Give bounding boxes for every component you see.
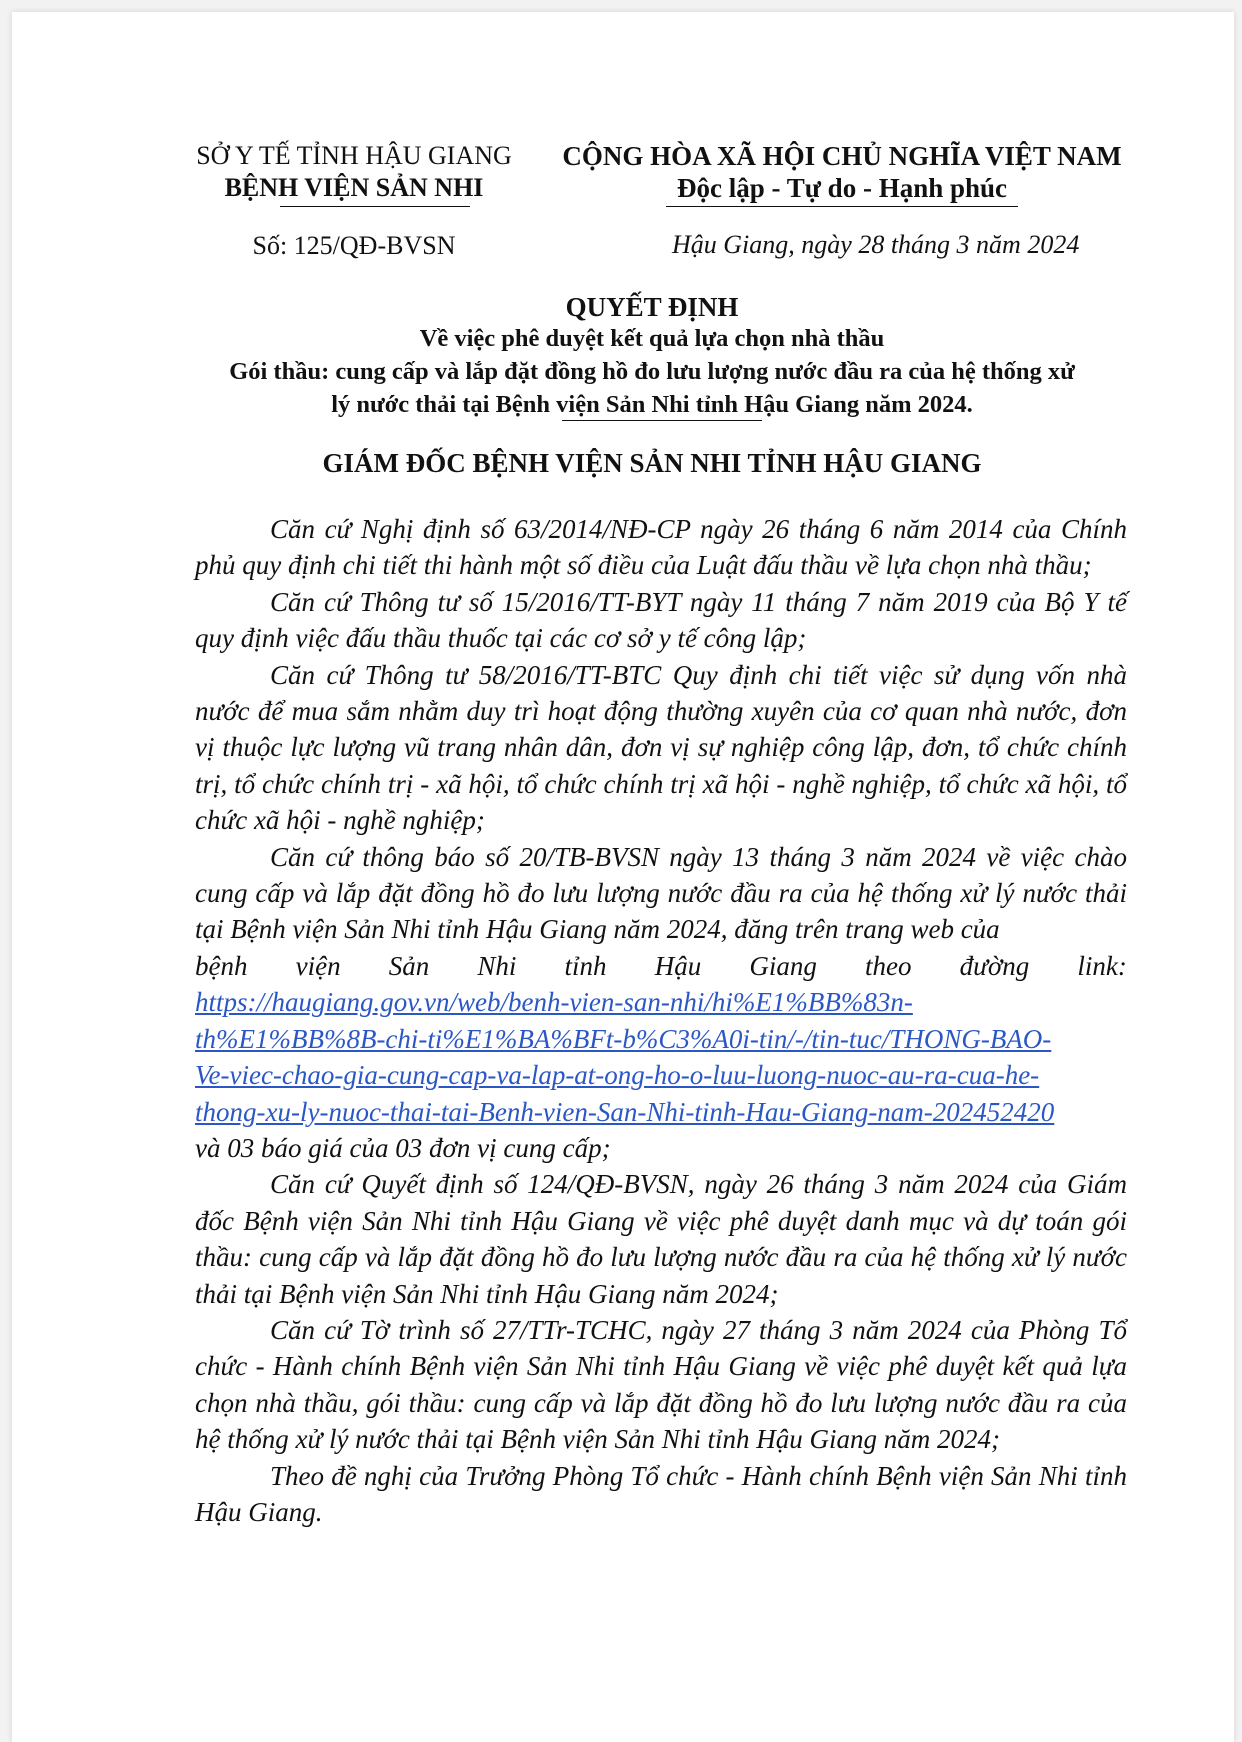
quotation-line: và 03 báo giá của 03 đơn vị cung cấp; (195, 1132, 611, 1163)
motto-underline (666, 206, 1018, 207)
agency-underline (280, 206, 470, 207)
basis-paragraph: Căn cứ Thông tư 58/2016/TT-BTC Quy định chi tiết việc sử dụng vốn nhà nước để mua sắm nhằm duy trì hoạt động thường xuyên của cơ quan nhà nước, đơn vị thuộc lực lượng vũ trang nhân dân, đơn vị sự nghiệp công lập, đơn, tổ chức chính trị, tổ chức chính trị - xã hội, tổ chức chính trị xã hội - nghề nghiệp, tổ chức xã hội, tổ chức xã hội - nghề nghiệp; (195, 659, 1127, 836)
word: viện (295, 950, 341, 981)
issuing-authority: GIÁM ĐỐC BỆNH VIỆN SẢN NHI TỈNH HẬU GIANG (322, 448, 982, 478)
announcement-link-line[interactable]: th%E1%BB%8B-chi-ti%E1%BA%BFt-b%C3%A0i-tin/-/tin-tuc/THONG-BAO- (195, 1023, 1052, 1054)
word: bệnh (195, 950, 248, 981)
announcement-link-line[interactable]: thong-xu-ly-nuoc-thai-tai-Benh-vien-San-Nhi-tinh-Hau-Giang-nam-202452420 (195, 1096, 1055, 1127)
proposal-paragraph: Theo đề nghị của Trưởng Phòng Tổ chức - Hành chính Bệnh viện Sản Nhi tỉnh Hậu Giang. (195, 1460, 1127, 1527)
place-date: Hậu Giang, ngày 28 tháng 3 năm 2024 (672, 230, 1080, 259)
word: tỉnh (564, 950, 607, 981)
decision-subject: Về việc phê duyệt kết quả lựa chọn nhà thầu (419, 325, 885, 352)
basis-paragraph: Căn cứ Thông tư số 15/2016/TT-BYT ngày 11 tháng 7 năm 2019 của Bộ Y tế quy định việc đấu thầu thuốc tại các cơ sở y tế công lập; (195, 586, 1127, 654)
document-page (12, 12, 1234, 1742)
nation-name: CỘNG HÒA XÃ HỘI CHỦ NGHĨA VIỆT NAM (562, 141, 1122, 171)
document-body (195, 511, 1127, 1530)
agency-name: BỆNH VIỆN SẢN NHI (224, 173, 484, 202)
package-line-1: Gói thầu: cung cấp và lắp đặt đồng hồ đo lưu lượng nước đầu ra của hệ thống xử (229, 358, 1075, 385)
word: Sản (388, 950, 430, 981)
announcement-link-line[interactable]: https://haugiang.gov.vn/web/benh-vien-san-nhi/hi%E1%BB%83n- (195, 987, 913, 1018)
agency-parent: SỞ Y TẾ TỈNH HẬU GIANG (196, 141, 512, 170)
nation-motto: Độc lập - Tự do - Hạnh phúc (676, 173, 1008, 203)
basis-paragraph: Căn cứ thông báo số 20/TB-BVSN ngày 13 tháng 3 năm 2024 về việc chào cung cấp và lắp đặt đồng hồ đo lưu lượng nước đầu ra của hệ thống xử lý nước thải tại Bệnh viện Sản Nhi tỉnh Hậu Giang năm 2024, đăng trên trang web của (195, 841, 1127, 945)
basis-paragraph: Căn cứ Quyết định số 124/QĐ-BVSN, ngày 26 tháng 3 năm 2024 của Giám đốc Bệnh viện Sản Nhi tỉnh Hậu Giang về việc phê duyệt danh mục và dự toán gói thầu: cung cấp và lắp đặt đồng hồ đo lưu lượng nước đầu ra của hệ thống xử lý nước thải tại Bệnh viện Sản Nhi tỉnh Hậu Giang năm 2024; (195, 1169, 1127, 1309)
title-underline (562, 420, 762, 421)
decision-title: QUYẾT ĐỊNH (565, 292, 739, 322)
package-line-2: lý nước thải tại Bệnh viện Sản Nhi tỉnh Hậu Giang năm 2024. (331, 391, 973, 418)
word: theo (864, 950, 912, 981)
document-number: Số: 125/QĐ-BVSN (252, 231, 456, 260)
basis-paragraph: Căn cứ Nghị định số 63/2014/NĐ-CP ngày 26 tháng 6 năm 2014 của Chính phủ quy định chi tiết thi hành một số điều của Luật đấu thầu về lựa chọn nhà thầu; (195, 514, 1127, 581)
word: Giang (749, 950, 817, 981)
announcement-link-line[interactable]: Ve-viec-chao-gia-cung-cap-va-lap-at-ong-ho-o-luu-luong-nuoc-au-ra-cua-he- (195, 1060, 1040, 1091)
justified-line (195, 948, 1127, 984)
word: đường (959, 950, 1030, 981)
word: link: (1077, 950, 1127, 981)
word: Hậu (654, 950, 702, 981)
basis-paragraph: Căn cứ Tờ trình số 27/TTr-TCHC, ngày 27 tháng 3 năm 2024 của Phòng Tổ chức - Hành chính Bệnh viện Sản Nhi tỉnh Hậu Giang về việc phê duyệt kết quả lựa chọn nhà thầu, gói thầu: cung cấp và lắp đặt đồng hồ đo lưu lượng nước đầu ra của hệ thống xử lý nước thải tại Bệnh viện Sản Nhi tỉnh Hậu Giang năm 2024; (195, 1314, 1127, 1455)
word: Nhi (477, 950, 517, 981)
